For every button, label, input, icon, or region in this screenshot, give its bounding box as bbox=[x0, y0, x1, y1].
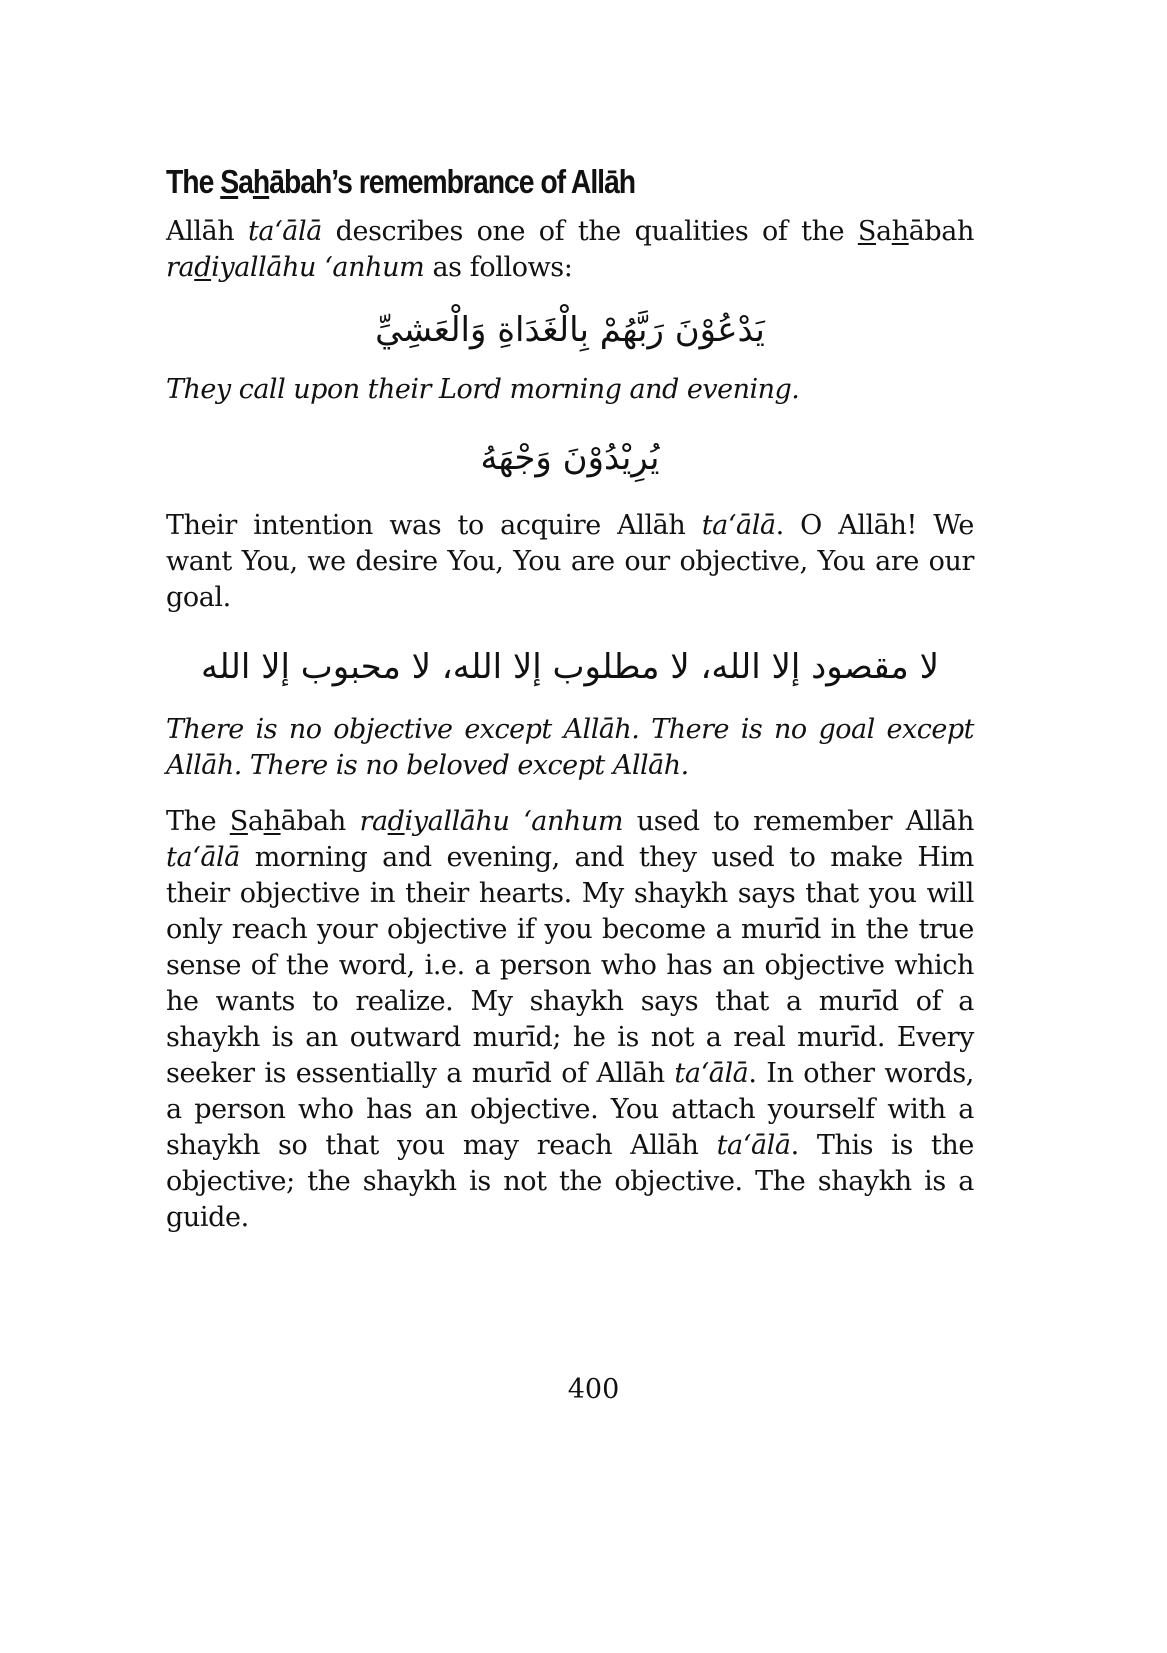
intention-paragraph: Their intention was to acquire Allāh ta‘ālā. O Allāh! We want You, we desire You, You are our objective, You are our goal. bbox=[166, 510, 974, 613]
section-heading: The Sahābah’s remembrance of Allāh bbox=[166, 163, 636, 200]
main-paragraph: The Sahābah radiyallāhu ‘anhum used to remember Allāh ta‘ālā morning and evening, and they used to make Him their objective in their hearts. My shaykh says that you will only reach your objective if you become a murīd in the true sense of the word, i.e. a person who has an objective which he wants to realize. My shaykh says that a murīd of a shaykh is an outward murīd; he is not a real murīd. Every seeker is essentially a murīd of Allāh ta‘ālā. In other words, a person who has an objective. You attach yourself with a shaykh so that you may reach Allāh ta‘ālā. This is the objective; the shaykh is not the objective. The shaykh is a guide. bbox=[166, 806, 974, 1233]
arabic-verse-2: يُرِيْدُوْنَ وَجْهَهُ bbox=[480, 438, 660, 478]
arabic-verse-1: يَدْعُوْنَ رَبَّهُمْ بِالْغَدَاةِ وَالْعَشِيِّ bbox=[375, 310, 765, 350]
intro-paragraph: Allāh ta‘ālā describes one of the qualities of the Sahābah radiyallāhu ‘anhum as follows: bbox=[166, 216, 974, 283]
arabic-phrase: لا مقصود إلا الله، لا مطلوب إلا الله، لا محبوب إلا الله bbox=[201, 647, 939, 687]
translation-1: They call upon their Lord morning and evening. bbox=[166, 374, 800, 405]
page-body bbox=[166, 160, 974, 1236]
translation-2: There is no objective except Allāh. There is no goal except Allāh. There is no beloved except Allāh. bbox=[166, 714, 974, 781]
page-number: 400 bbox=[567, 1374, 620, 1405]
